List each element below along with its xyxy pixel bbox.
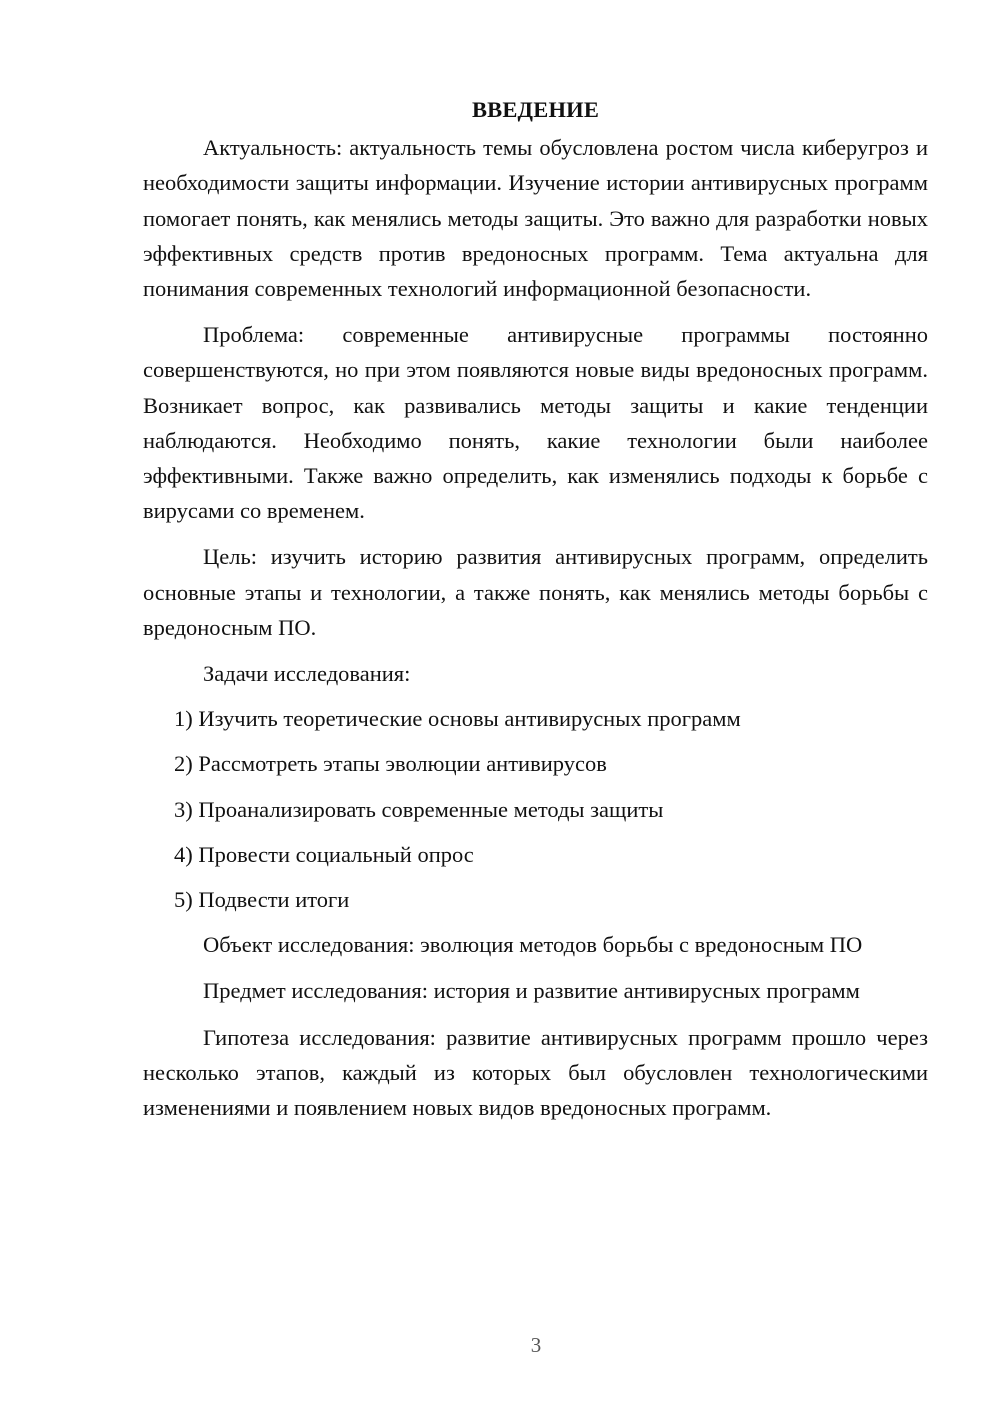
task-item: 2) Рассмотреть этапы эволюции антивирусов [174, 751, 607, 777]
page-body [143, 92, 928, 1136]
object-paragraph: Объект исследования: эволюция методов борьбы с вредоносным ПО [203, 932, 863, 958]
problem-paragraph: Проблема: современные антивирусные программы постоянно совершенствуются, но при этом появляются новые виды вредоносных программ. Возникает вопрос, как развивались методы защиты и какие тенденции наблюдаются. Необходимо понять, какие технологии были наиболее эффективными. Также важно определить, как изменялись подходы к борьбе с вирусами со временем. [143, 322, 928, 524]
subject-paragraph: Предмет исследования: история и развитие антивирусных программ [203, 978, 860, 1004]
task-item: 5) Подвести итоги [174, 887, 350, 913]
task-item: 3) Проанализировать современные методы защиты [174, 796, 664, 822]
task-item: 1) Изучить теоретические основы антивирусных программ [174, 706, 741, 732]
page-title: ВВЕДЕНИЕ [471, 97, 600, 122]
tasks-heading: Задачи исследования: [203, 661, 411, 687]
page-number: 3 [530, 1333, 542, 1357]
task-list [143, 701, 928, 917]
goal-paragraph: Цель: изучить историю развития антивирусных программ, определить основные этапы и технологии, а также понять, как менялись методы борьбы с вредоносным ПО. [143, 544, 928, 640]
hypothesis-paragraph: Гипотеза исследования: развитие антивирусных программ прошло через несколько этапов, каждый из которых был обусловлен технологическими изменениями и появлением новых видов вредоносных программ. [143, 1024, 928, 1121]
task-item: 4) Провести социальный опрос [174, 841, 474, 867]
relevance-paragraph: Актуальность: актуальность темы обусловлена ростом числа киберугроз и необходимости защиты информации. Изучение истории антивирусных программ помогает понять, как менялись методы защиты. Это важно для разработки новых эффективных средств против вредоносных программ. Тема актуальна для понимания современных технологий информационной безопасности. [143, 135, 928, 302]
